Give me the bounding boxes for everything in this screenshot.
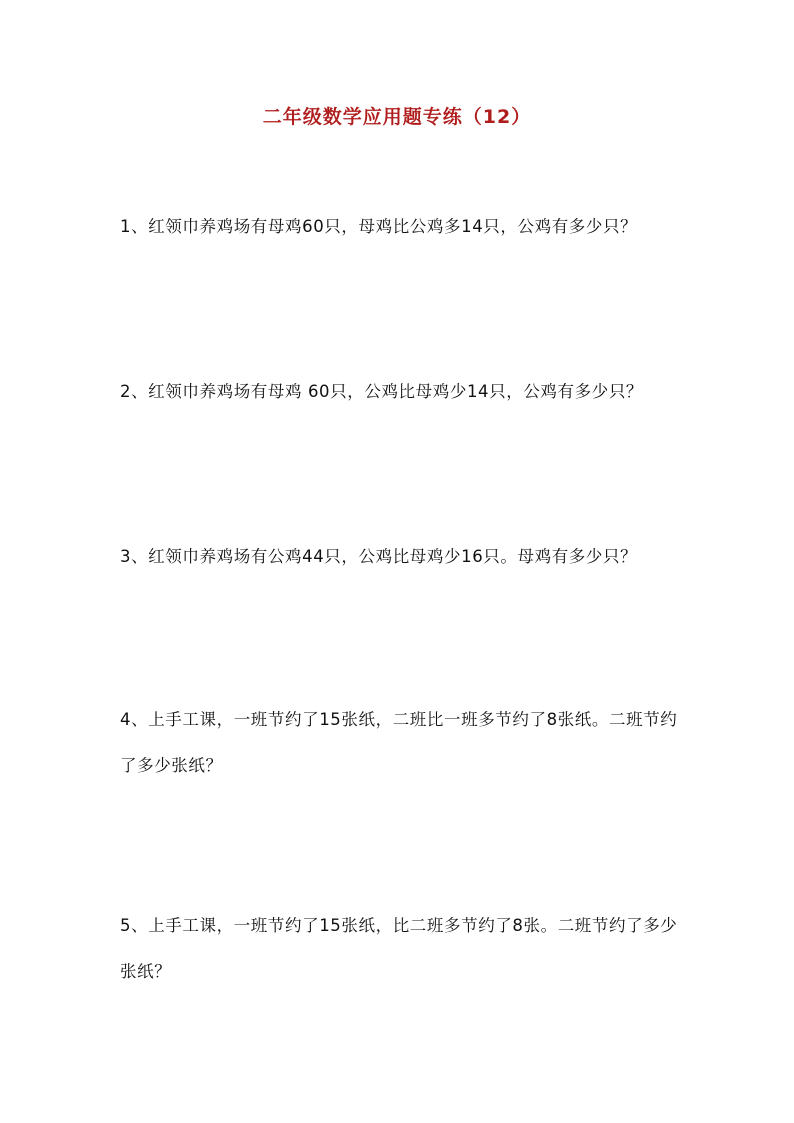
question-1: 1、红领巾养鸡场有母鸡60只，母鸡比公鸡多14只，公鸡有多少只？ bbox=[120, 217, 638, 236]
question-4: 4、上手工课，一班节约了15张纸，二班比一班多节约了8张纸。二班节约了多少张纸？ bbox=[120, 710, 678, 775]
page-title: 二年级数学应用题专练（12） bbox=[262, 106, 532, 128]
question-3: 3、红领巾养鸡场有公鸡44只，公鸡比母鸡少16只。母鸡有多少只？ bbox=[120, 547, 638, 566]
question-2: 2、红领巾养鸡场有母鸡 60只，公鸡比母鸡少14只，公鸡有多少只？ bbox=[120, 382, 644, 401]
question-5: 5、上手工课，一班节约了15张纸，比二班多节约了8张。二班节约了多少张纸？ bbox=[120, 916, 678, 981]
